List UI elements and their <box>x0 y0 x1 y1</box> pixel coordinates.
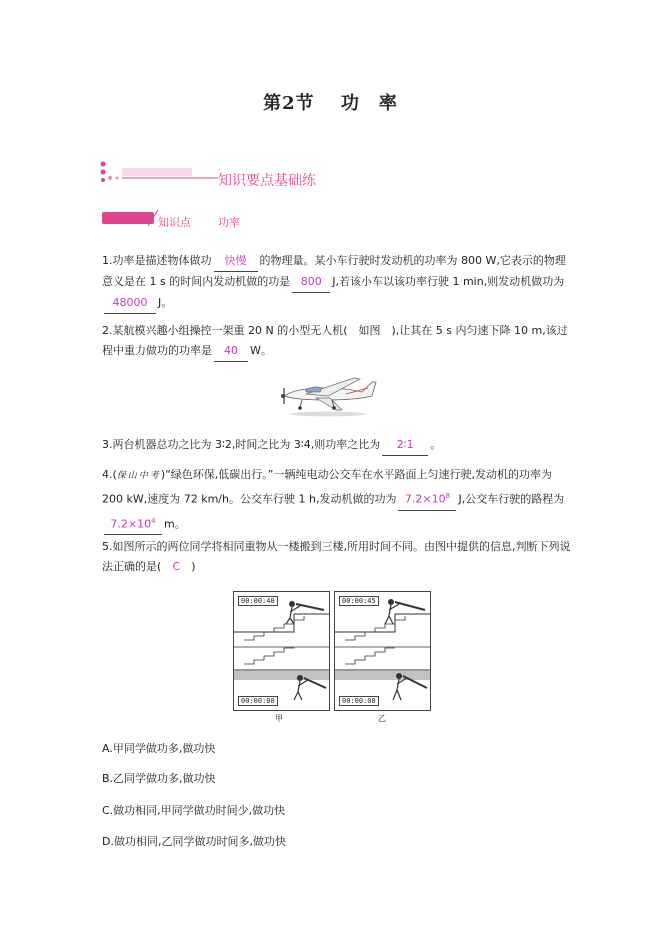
answer-blank: 2∶1 <box>382 435 428 456</box>
page-title <box>0 89 661 115</box>
source-stamp: 保山中考 <box>116 471 161 481</box>
timer-bottom-right: 00:00:00 <box>339 696 379 706</box>
section-decoration-icon <box>98 158 220 186</box>
timer-top-left: 00:00:40 <box>238 596 278 606</box>
caption-jia: 甲 <box>275 714 283 723</box>
answer-blank: 800 <box>292 272 330 293</box>
question-5: 5.如图所示的两位同学将相同重物从一楼搬到三楼,所用时间不同。由图中提供的信息,判断下列说法正确的是( C ) <box>102 537 572 577</box>
question-4: 4.(保山中考)“绿色环保,低碳出行。”一辆纯电动公交车在水平路面上匀速行驶,发动机的功率为 200 kW,速度为 72 km/h。公交车行驶 1 h,发动机做的功为 $7.2\times 10^8$ J,公交车行驶的路程为$7.2\times 10^4$ m。 <box>102 465 572 535</box>
question-1: 1.功率是描述物体做功 快慢 的物理量。某小车行驶时发动机的功率为 800 W,它表示的物理意义是在 1 s 的时间内发动机做的功是 800 J,若该小车以该功率行驶 1 min,则发动机做功为48000 J。 <box>102 251 572 314</box>
title-suffix: 节 <box>295 93 315 114</box>
answer-blank: 快慢 <box>214 251 258 272</box>
answer-blank: $7.2\times 10^8$ <box>398 486 456 511</box>
title-prefix: 第 <box>263 93 283 114</box>
timer-bottom-left: 00:00:00 <box>238 696 278 706</box>
drone-airplane-image <box>276 370 380 418</box>
title-name: 功 率 <box>340 93 398 114</box>
timer-top-right: 00:00:45 <box>339 596 379 606</box>
title-number: 2 <box>282 93 296 114</box>
knowledge-point-label: 知识点 <box>158 216 191 229</box>
answer-choice: C <box>172 560 181 573</box>
answer-blank: 40 <box>214 341 248 362</box>
stairs-scene-icon <box>335 592 430 710</box>
stairs-figure-left <box>233 591 330 711</box>
knowledge-point-name: 功率 <box>218 216 240 229</box>
option-d: D.做功相同,乙同学做功时间多,做功快 <box>102 835 286 848</box>
section-title: 知识要点基础练 <box>218 173 316 189</box>
option-a: A.甲同学做功多,做功快 <box>102 742 216 755</box>
option-c: C.做功相同,甲同学做功时间少,做功快 <box>102 804 286 817</box>
stairs-scene-icon <box>234 592 329 710</box>
caption-yi: 乙 <box>378 714 386 723</box>
stairs-figure-right <box>334 591 431 711</box>
option-b: B.乙同学做功多,做功快 <box>102 772 216 785</box>
answer-blank: 48000 <box>104 293 156 314</box>
question-3: 3.两台机器总功之比为 3∶2,时间之比为 3∶4,则功率之比为 2∶1 。 <box>102 435 572 456</box>
question-2: 2.某航模兴趣小组操控一架重 20 N 的小型无人机( 如图 ),让其在 5 s 内匀速下降 10 m,该过程中重力做功的功率是 40 W。 <box>102 321 572 362</box>
answer-blank: $7.2\times 10^4$ <box>104 511 162 536</box>
